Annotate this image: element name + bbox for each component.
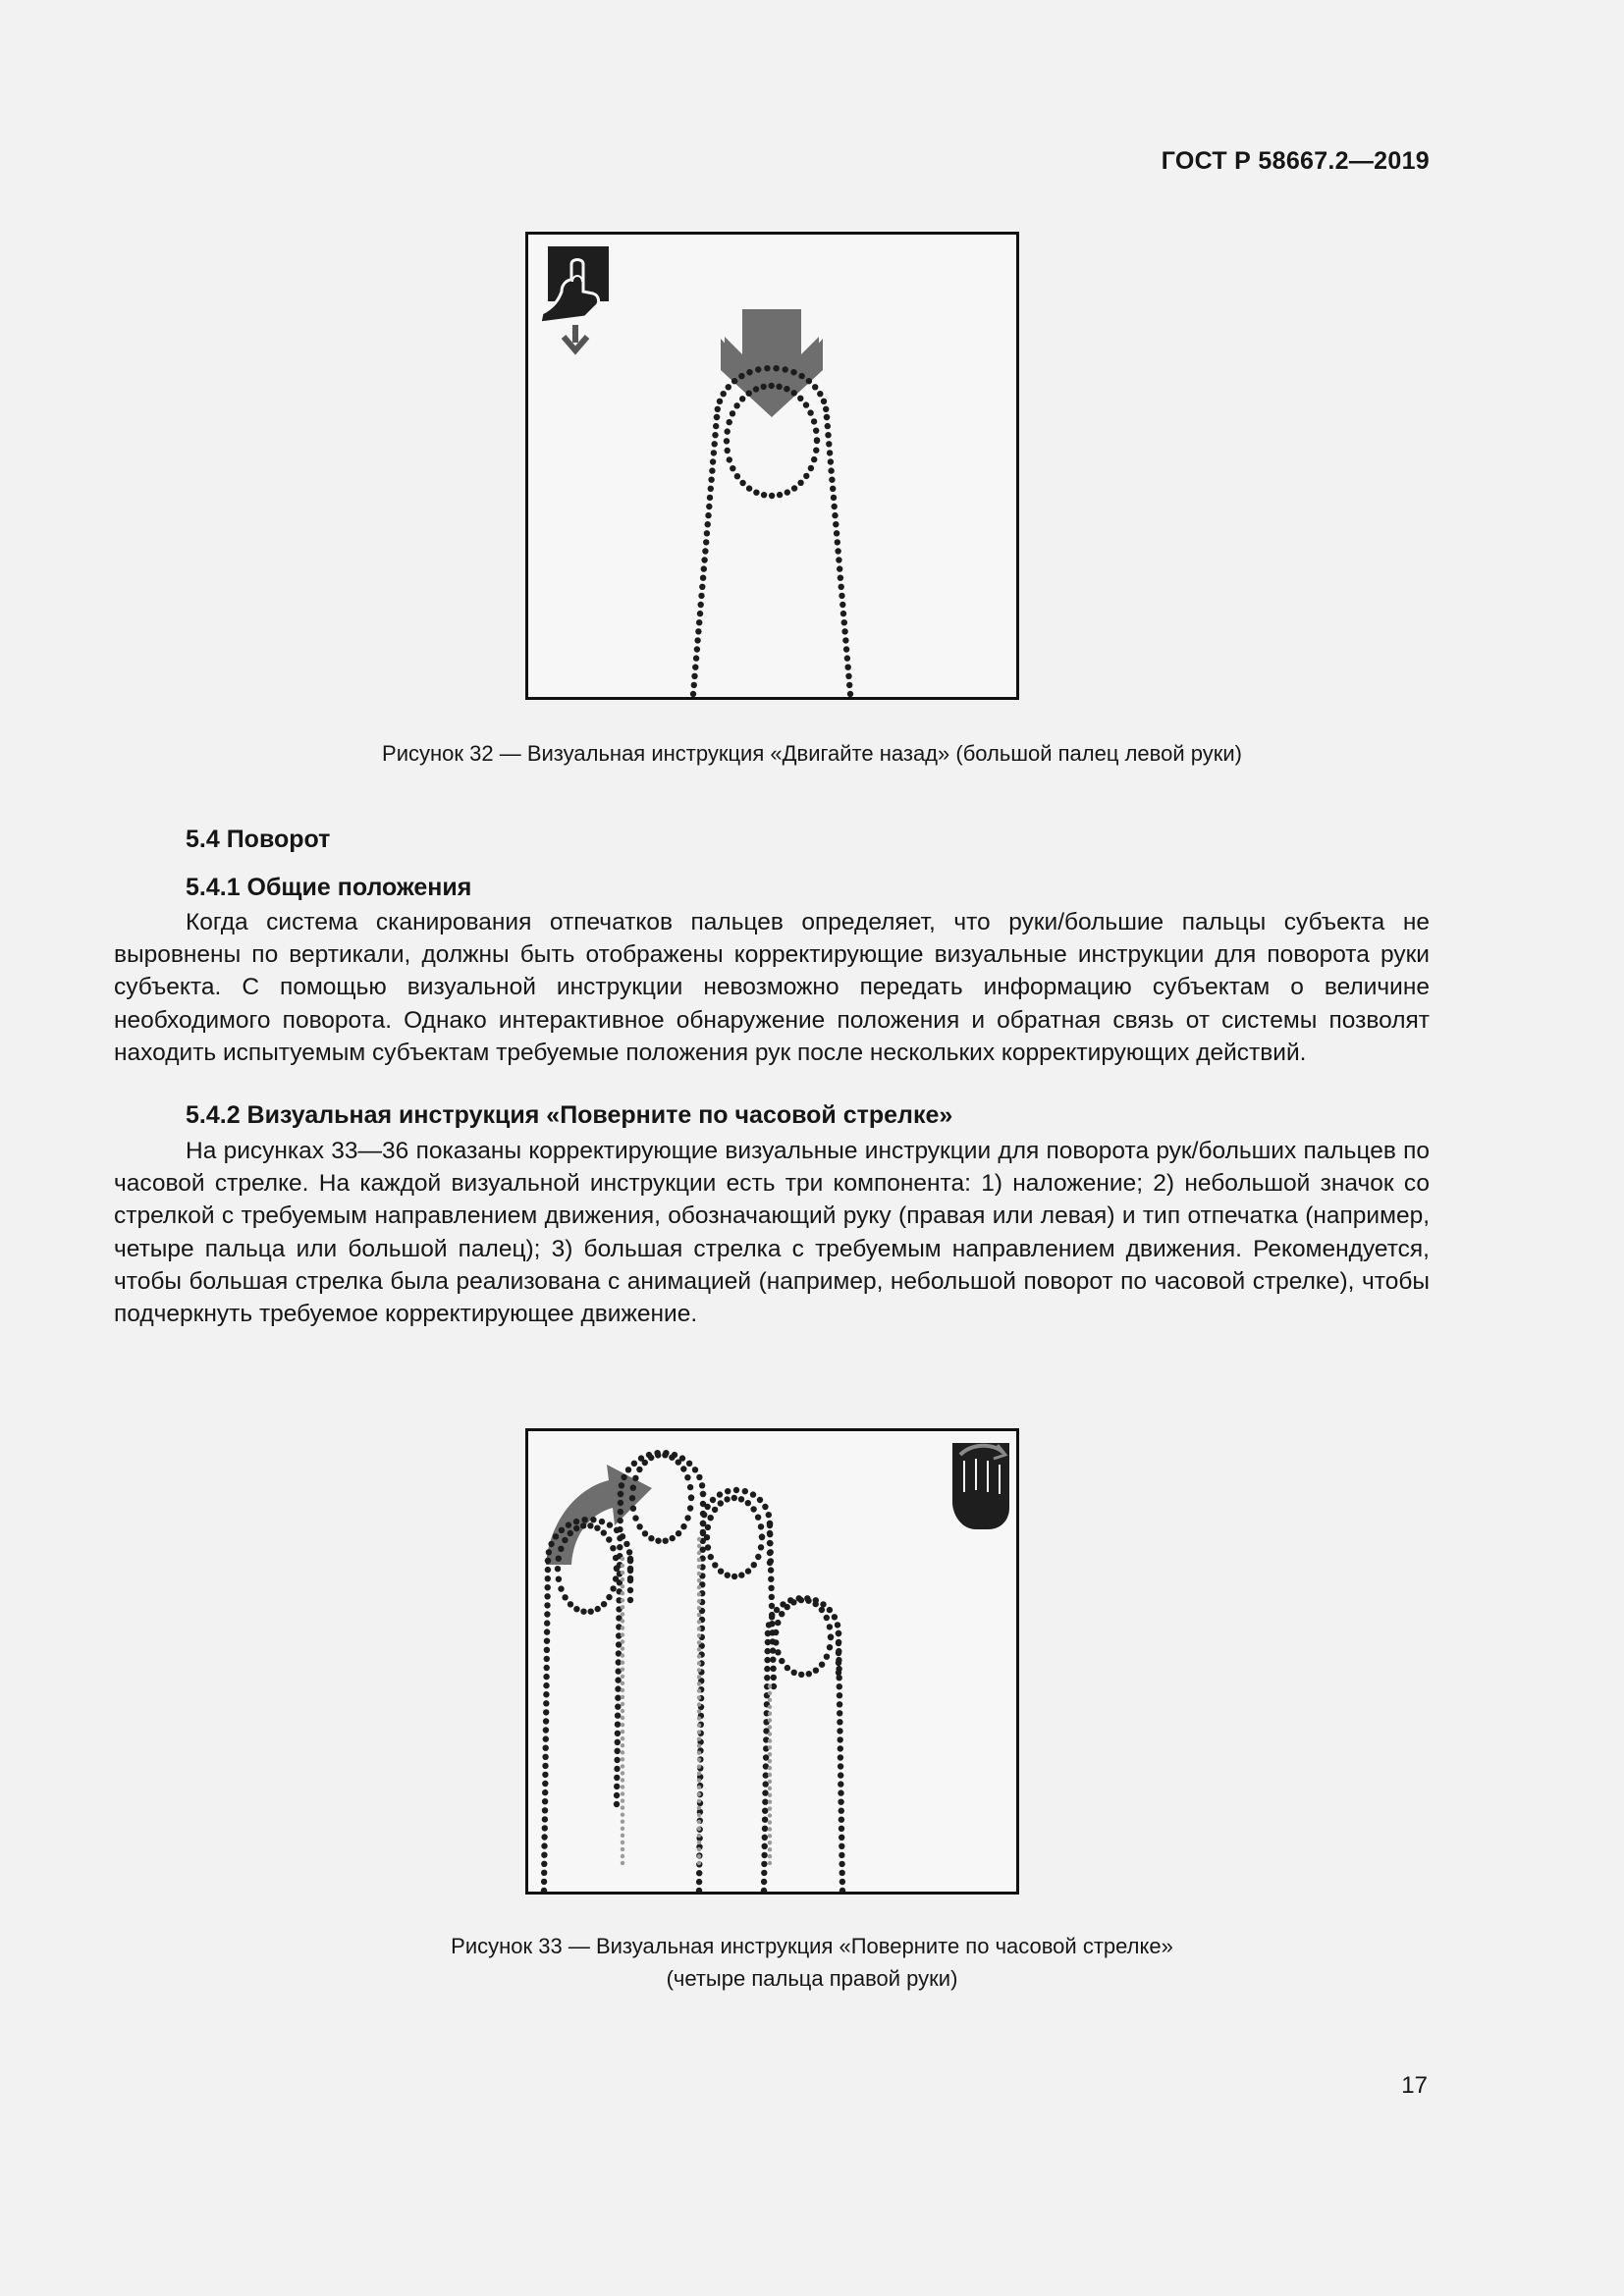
section-5-4-1-title: 5.4.1 Общие положения: [186, 874, 472, 901]
figure-33-caption-line2: (четыре пальца правой руки): [666, 1966, 958, 1991]
figure-32-caption: Рисунок 32 — Визуальная инструкция «Двигайте назад» (большой палец левой руки): [382, 741, 1242, 766]
section-5-4-2-title: 5.4.2 Визуальная инструкция «Поверните по часовой стрелке»: [186, 1101, 953, 1129]
small-down-arrow-icon: [564, 325, 587, 350]
page-number: 17: [1401, 2072, 1428, 2099]
document-standard-code: ГОСТ Р 58667.2—2019: [1161, 147, 1430, 175]
big-down-arrow-icon: [721, 309, 823, 417]
figure-32-move-back: [525, 232, 1019, 700]
figure-33-rotate-clockwise: [525, 1428, 1019, 1895]
right-hand-rotate-icon: [952, 1443, 1009, 1529]
section-5-4-2-paragraph: На рисунках 33—36 показаны корректирующие визуальные инструкции для поворота рук/больших пальцев по часовой стрелке. На каждой визуальной инструкции есть три компонента: 1) наложение; 2) небольшой значок со стрелкой с требуемым направлением движения, обозначающий руку (правая или левая) и тип отпечатка (например, четыре пальца или большой палец); 3) большая стрелка с требуемым направлением движения. Рекомендуется, чтобы большая стрелка была реализована с анимацией (например, небольшой поворот по часовой стрелке), чтобы подчеркнуть требуемое корректирующее движение.: [114, 1138, 1430, 1328]
figure-33-caption-line1: Рисунок 33 — Визуальная инструкция «Поверните по часовой стрелке»: [451, 1934, 1173, 1958]
section-5-4-title: 5.4 Поворот: [186, 826, 331, 853]
left-thumb-icon: [540, 246, 609, 323]
figure-33-caption: [0, 1930, 1624, 1995]
section-5-4-1-paragraph: Когда система сканирования отпечатков пальцев определяет, что руки/большие пальцы субъекта не выровнены по вертикали, должны быть отображены корректирующие визуальные инструкции для поворота руки субъекта. С помощью визуальной инструкции невозможно передать информацию субъектам о величине необходимого поворота. Однако интерактивное обнаружение положения и обратная связь от системы позволят находить испытуемым субъектам требуемые положения рук после нескольких корректирующих действий.: [114, 909, 1430, 1066]
